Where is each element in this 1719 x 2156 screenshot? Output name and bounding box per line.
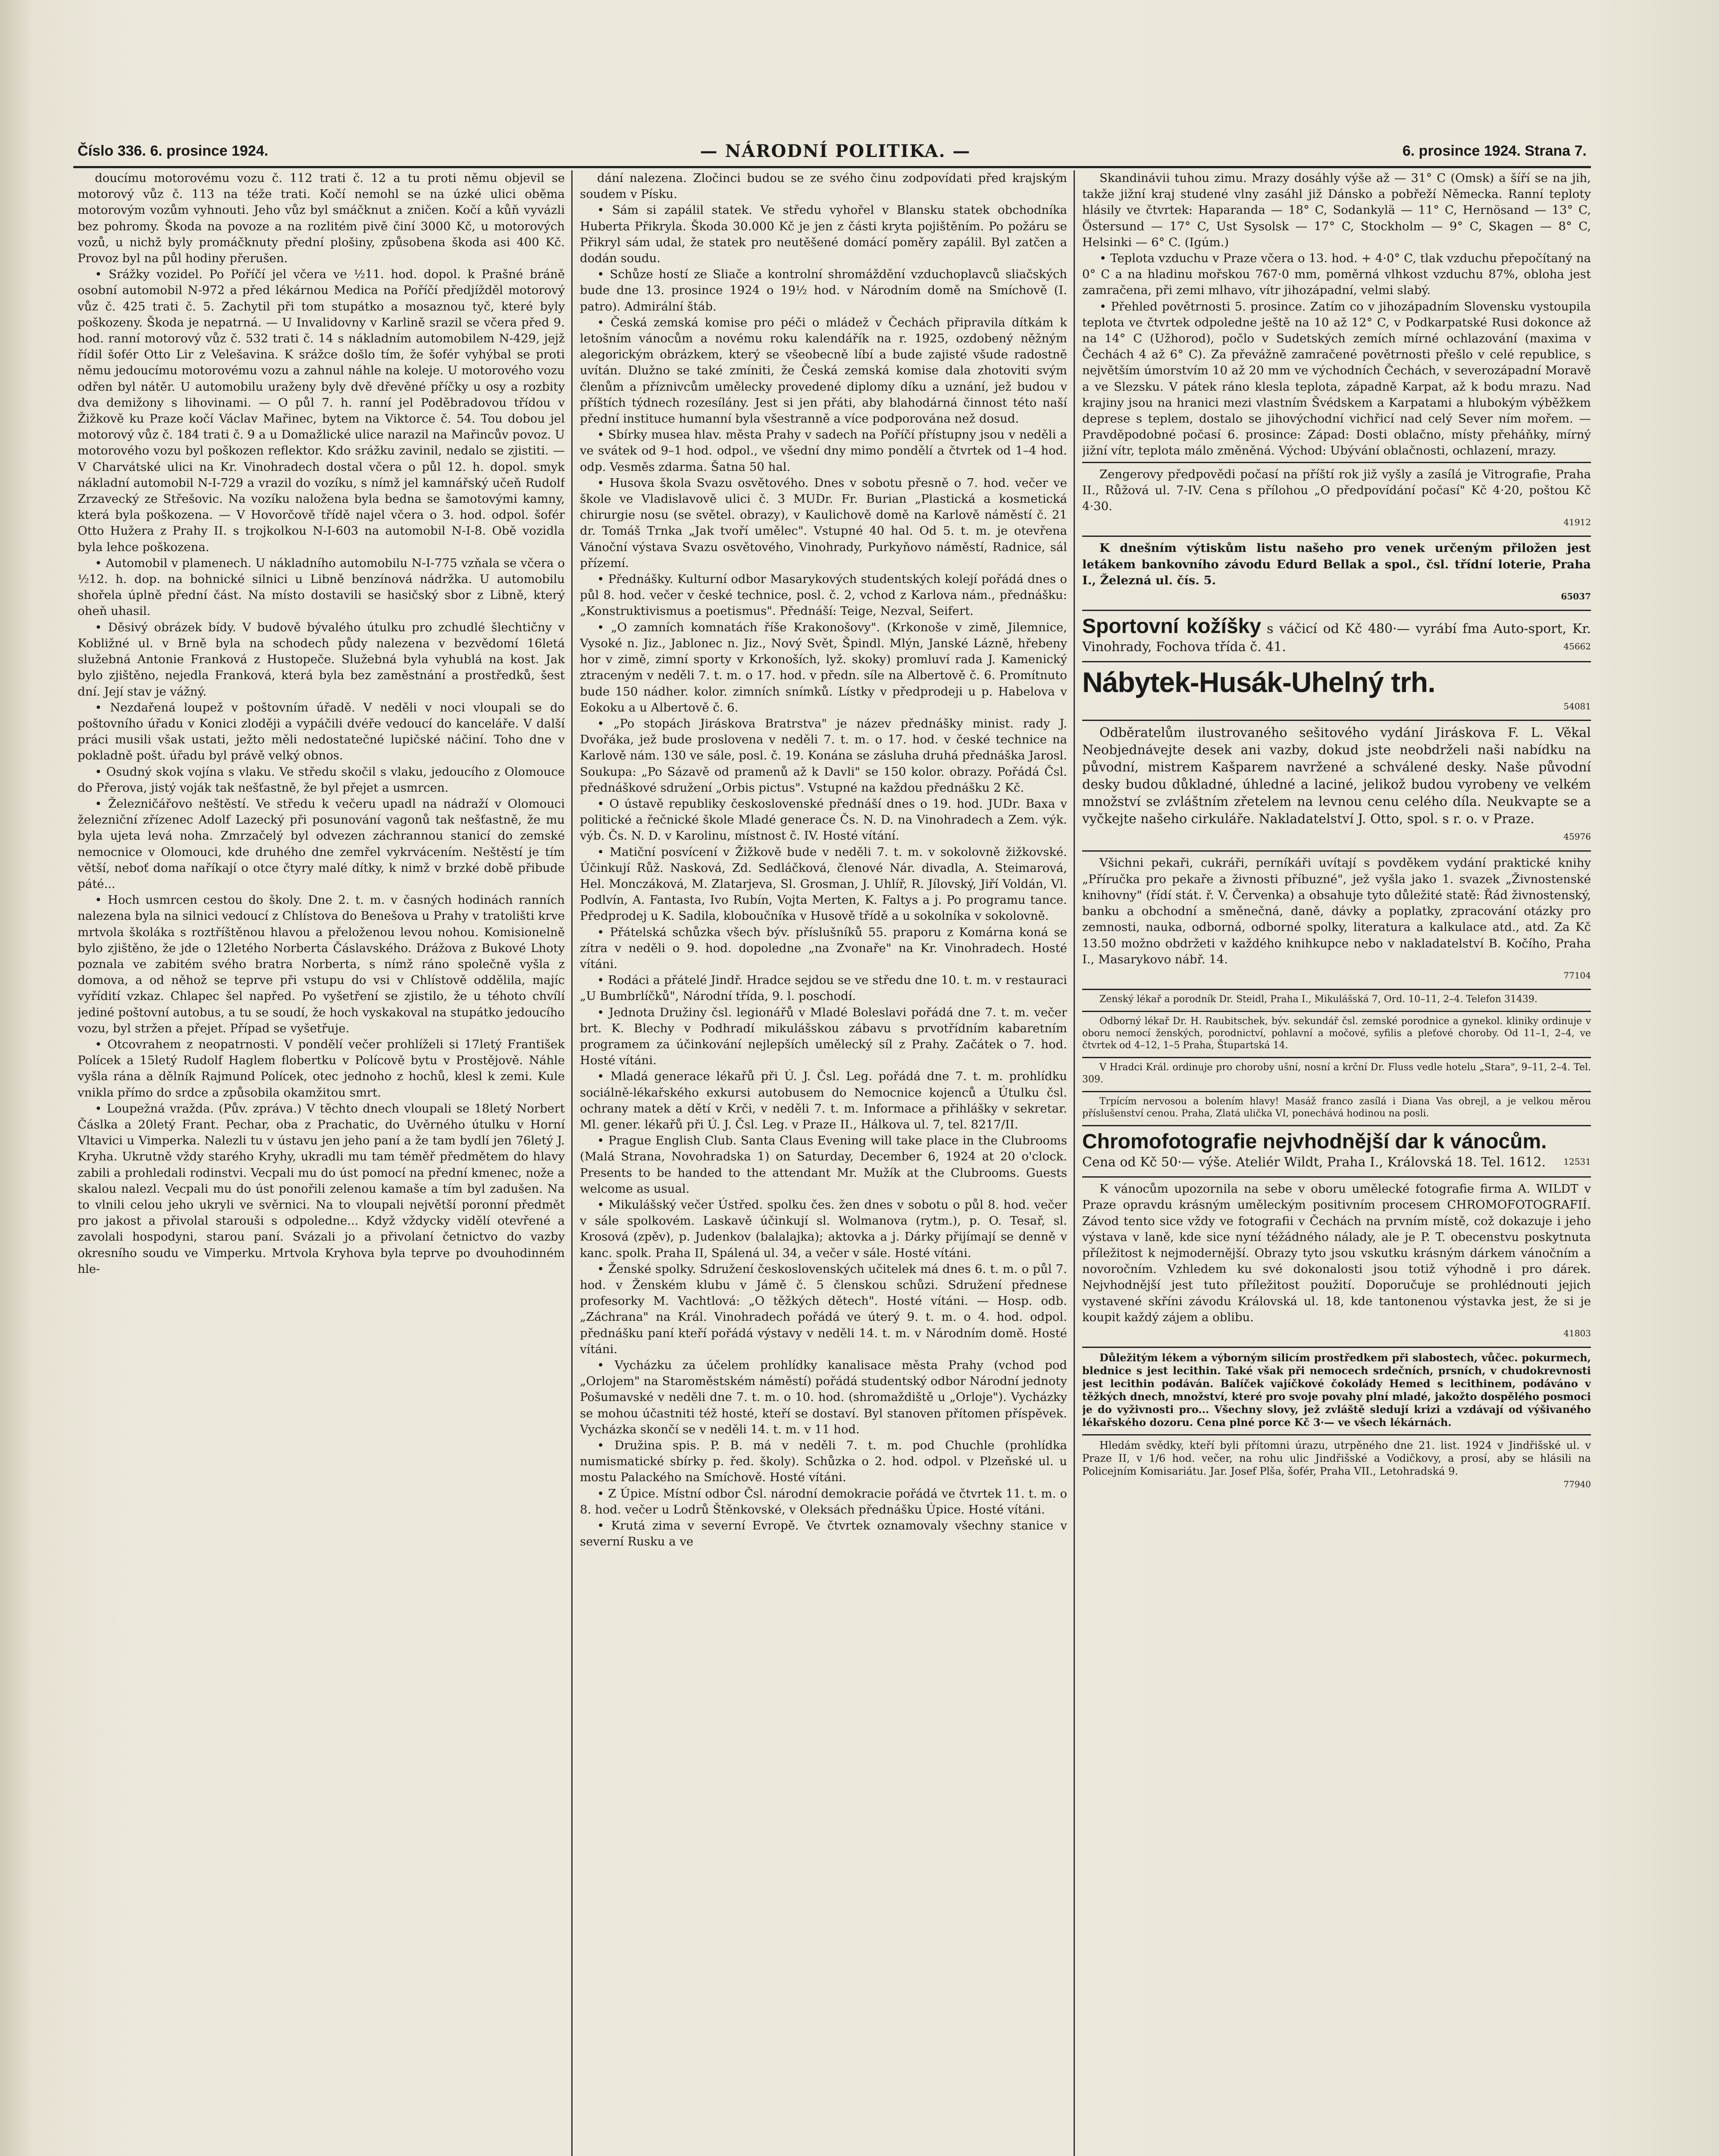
ad-lecithin: Důležitým lékem a výborným silicím prostředkem při slabostech, vůčec. pokurmech, blednice s jest lecithin. Také však při nemocech srdečních, prsních, v chudokrevnosti jest lecithin podáván. Balíček vajíčkové čokolády Hemed s lecithinem, podáváno v těžkých dnech, množství, které pro svoje povahy plní mladé, jakožto dospělého posmoci je do vyživnosti pro... Všechny slovy, jež zvláště sledují krizi a vzdávají od výšivaného lékařského dozoru. Cena plné porce Kč 3·— ve všech lékárnách. bbox=[1082, 1347, 1591, 1432]
ad-kozichy: Sportovní kožíšky s váčicí od Kč 480·— vyrábí fma Auto-sport, Kr. Vinohrady, Fochova třída č. 41. 45662 bbox=[1082, 610, 1591, 658]
article-paragraph: • Nezdařená loupež v poštovním úřadě. V neděli v noci vloupali se do poštovního úřadu v Konici zloději a vypáčili dvéře vedoucí do kanceláře. V další práci musili však ustati, ježto měli nedostatečné lupičské náčiní. Toho dne v pokladně pošt. úřadu byl právě velký obnos. bbox=[78, 700, 565, 763]
article-paragraph: • Schůze hostí ze Sliače a kontrolní shromáždění vzduchoplavců sliačských bude dne 13. prosince 1924 o 19½ hod. v Národním domě na Smíchově (I. patro). Admirální štáb. bbox=[580, 267, 1067, 313]
header-rule bbox=[73, 166, 1591, 168]
ad-jirasek: Odběratelům ilustrovaného sešitového vydání Jiráskova F. L. Věkal Neobjednávejte desek ani vazby, dokud jste neobdrželi naši nabídku na původní, mistrem Kašparem navržené a schválené desky. Naše původní desky budou důkladné, úhledné a laciné, jelikož budou vyrobeny ve velkém množství se zvláštním zřetelem na levnou cenu celého díla. Neukvapte se a vyčkejte našeho cirkuláře. Nakladatelství J. Otto, spol. s r. o. v Praze. 45976 bbox=[1082, 720, 1591, 848]
weather-articles bbox=[1082, 170, 1591, 459]
ad-doctor-steidl: Zenský lékař a porodník Dr. Steidl, Praha I., Mikulášská 7, Ord. 10–11, 2–4. Telefon 31439. bbox=[1082, 989, 1591, 1008]
article-paragraph: • Ženské spolky. Sdružení československých učitelek má dnes 6. t. m. o půl 7. hod. v Ženském klubu v Jámě č. 5 členskou schůzi. Sdružení přednese profesorky M. Vachtlová: „O těžkých dětech". Hosté vítáni. — Hosp. odb. „Záchrana" na Král. Vinohradech pořádá ve úterý 9. t. m. o 4. hod. odpol. přednášku paní kteří pořádá výstavy v neděli 14. t. m. v Národním domě. Hosté vítáni. bbox=[580, 1262, 1067, 1356]
column-3 bbox=[1082, 170, 1591, 2156]
ad-chromofoto: Chromofotografie nejvhodnější dar k vánocům. Cena od Kč 50·— výše. Ateliér Wildt, Praha I., Královská 18. Tel. 1612. 12531 bbox=[1082, 1125, 1591, 1174]
column-divider bbox=[571, 170, 573, 2156]
page-shadow bbox=[0, 0, 30, 2156]
article-paragraph: • Jednota Družiny čsl. legionářů v Mladé Boleslavi pořádá dne 7. t. m. večer brt. K. Blechy v Podhradí mikulášskou zábavu s prvotřídním kabaretním programem za účinkování nejlepších umělecký síl z Prahy. Začátek o 7. hod. Hosté vítáni. bbox=[580, 1005, 1067, 1068]
article-paragraph: • Prague English Club. Santa Claus Evening will take place in the Clubrooms (Malá Strana, Novohradska 1) on Saturday, December 6, 1924 at 20 o'clock. Presents to be handed to the attendant Mr. Mužík at the Clubrooms. Guests welcome as usual. bbox=[580, 1134, 1067, 1196]
article-paragraph: • Matiční posvícení v Žižkově bude v neděli 7. t. m. v sokolovně žižkovské. Účinkují Růž. Nasková, Zd. Sedláčková, členové Nár. divadla, A. Steimarová, Hel. Monczáková, M. Zlatarjeva, Sl. Grosman, J. Uhlíř, R. Jílovský, Jiří Voldán, Vl. Podlvín, A. Fantasta, Ivo Rubín, Vojta Merten, K. Faltys a j. Po programu tance. Předprodej u K. Sadila, kloboučníka v Husově třídě a u sokolníka v sokolovně. bbox=[580, 845, 1067, 923]
ad-nervosa: Trpícím nervosou a bolením hlavy! Masáž franco zasílá i Diana Vas obrejl, a je velkou měrou příslušenství cenou. Praha, Zlatá ulička VI, ponechává hodinou na posli. bbox=[1082, 1091, 1591, 1122]
ad-doctor-fluss: V Hradci Král. ordinuje pro choroby ušní, nosní a krční Dr. Fluss vedle hotelu „Stara", 9–11, 2–4. Tel. 309. bbox=[1082, 1057, 1591, 1088]
article-paragraph: • Železničářovo neštěstí. Ve středu k večeru upadl na nádraží v Olomouci železniční zřízenec Adolf Lazecký při posunování vagonů tak nešťastně, že mu byla ujeta levá noha. Zmrzačelý byl odvezen záchrannou stanicí do zemské nemocnice v Olomouci, kde druhého dne zemřel vykrvácením. Neštěstí je tím větší, neboť doma naříkají o otce čtyry malé dítky, k nimž v brzké době přibude páté... bbox=[78, 796, 565, 891]
article-paragraph: • Mladá generace lékařů při Ú. J. Čsl. Leg. pořádá dne 7. t. m. prohlídku sociálně-lékařského exkursi autobusem do Nemocnice kojenců a Útulku čsl. ochrany matek a dětí v Krči, v neděli 7. t. m. Informace a přihlášky v sekretar. Ml. gener. lékařů při Ú. J. Čsl. Leg. v Praze II., Hálkova ul. 7, tel. 8217/II. bbox=[580, 1069, 1067, 1131]
ad-kozichy-title: Sportovní kožíšky bbox=[1082, 615, 1262, 638]
article-paragraph: • Vycházku za účelem prohlídky kanalisace města Prahy (vchod pod „Orlojem" na Staroměstském náměstí) pořádá studentský odbor Národní jednoty Pošumavské v neděli dne 7. t. m. o 10. hod. (shromaždiště u „Orloje"). Vycházky se mohou účastniti též hosté, kteří se dostaví. Byl stanoven přítomen příspěvek. Vycházka skončí se v neděli 14. t. m. v 11 hod. bbox=[580, 1358, 1067, 1436]
ad-wildt: K vánocům upozornila na sebe v oboru umělecké fotografie firma A. WILDT v Praze opravdu krásným uměleckým positivním procesem CHROMOFOTOGRAFIÍ. Závod tento sice vždy ve fotografii v Čechách na prvním místě, což dokazuje i jeho výstava v laně, kde sice nyní téžádného nálady, ale je P. T. obecenstvu poskytnuta příležitost k nejmodernější. Obrazy tyto jsou vskutku krásným dárkem vánočním a novoročním. Vzhledem ku své dokonalosti jsou totiž výhodně i pro dárek. Nejvhodnější jest tuto příležitost použití. Doporučuje se prohlédnouti jejich vystavené skříni závodu Královská ul. 18, kde tantonenou výstavka jest, že si je koupit každý zájem a oblibu. 41803 bbox=[1082, 1176, 1591, 1344]
article-paragraph: • Teplota vzduchu v Praze včera o 13. hod. + 4·0° C, tlak vzduchu přepočítaný na 0° C a na hladinu mořskou 767·0 mm, poměrná vlhkost vzduchu 87%, obloha jest zamračena, při zemi mlhavo, vítr jihozápadní, velmi slabý. bbox=[1082, 251, 1591, 298]
article-paragraph: doucímu motorovému vozu č. 112 trati č. 12 a tu proti němu objevil se motorový vůz č. 113 na téže trati. Kočí nemohl se na úzké ulici oběma motorovým vozům vyhnouti. Jeho vůz byl smáčknut a zničen. Kočí a kůň vyvázli bez pohromy. Škoda na povoze a na rozlitém pivě činí 3000 Kč, u motorových vozů, u nichž byly promáčknuty přední plošiny, způsobena škoda asi 400 Kč. Provoz byl na půl hodiny přerušen. bbox=[78, 171, 565, 266]
article-paragraph: • Přátelská schůzka všech býv. příslušníků 55. praporu z Komárna koná se zítra v neděli o 9. hod. dopoledne „na Zvonaře" na Kr. Vinohradech. Hosté vítáni. bbox=[580, 925, 1067, 971]
article-paragraph: • Sám si zapálil statek. Ve středu vyhořel v Blansku statek obchodníka Huberta Přikryla. Škoda 30.000 Kč je jen z části kryta pojištěním. Po požáru se Přikryl sám udal, že statek pro neutěšené domácí poměry zapálil. Byl zatčen a dodán soudu. bbox=[580, 203, 1067, 266]
article-paragraph: • Děsivý obrázek bídy. V budově bývalého útulku pro zchudlé šlechtičny v Kobližné ul. v Brně byla na schodech půdy nalezena v bezvědomí 16letá služebná Antonie Franková z Hustopeče. Služebná byla vyhublá na kost. Jak bylo zjištěno, nejedla Franková, která byla bez zaměstnání a prostředků, šest dní. Její stav je vážný. bbox=[78, 620, 565, 699]
column-divider bbox=[1074, 170, 1075, 2156]
column-1 bbox=[78, 170, 565, 2156]
page-number: 6. prosince 1924. Strana 7. bbox=[1402, 142, 1587, 159]
page-header bbox=[78, 138, 1587, 164]
article-paragraph: • „Po stopách Jiráskova Bratrstva" je název přednášky minist. rady J. Dvořáka, jež bude proslovena v neděli 7. t. m. o 17. hod. v české technice na Karlově nám. 130 ve sále, posl. č. 19. Konána se zásluha druhá přednáška Jarosl. Soukupa: „Po Sázavě od pramenů až k Davli" se 150 kolor. obrazy. Pořádá Čsl. přednáškové sdružení „Orbis pictus". Vstupné na každou přednášku 2 Kč. bbox=[580, 716, 1067, 795]
article-paragraph: • Otcovrahem z neopatrnosti. V pondělí večer prohlíželi si 17letý František Polícek a 15letý Rudolf Haglem flobertku v Polícově bytu v Prostějově. Náhle vyšla rána a dělník Rajmund Polícek, otec jednoho z hochů, klesl k zemi. Kule vnikla přímo do srdce a způsobila okamžitou smrt. bbox=[78, 1037, 565, 1100]
article-paragraph: • O ústavě republiky československé přednáší dnes o 19. hod. JUDr. Baxa v politické a řečnické škole Mladé generace Čs. N. D. na Vinohradech a Zem. výk. výb. Čs. N. D. v Karolinu, místnost č. IV. Hosté vítání. bbox=[580, 796, 1067, 843]
article-paragraph: • Husova škola Svazu osvětového. Dnes v sobotu přesně o 7. hod. večer ve škole ve Vladislavově ulici č. 3 MUDr. Fr. Burian „Plastická a kosmetická chirurgie nosu (se světel. obrazy), v Kaulichově domě na Karlově náměstí č. 21 dr. Tomáš Trnka „Jak tvoří umělec". Vstupné 40 hal. Od 5. t. m. je otevřena Vánoční výstava Svazu osvětového, Vinohrady, Purkyňovo náměstí, Radnice, sál přízemí. bbox=[580, 476, 1067, 570]
ad-pekari: Všichni pekaři, cukráři, perníkáři uvítají s povděkem vydání praktické knihy „Příručka pro pekaře a živnosti příbuzné", jež vyšla jako 1. svazek „Živnostenské knihovny" (řídí stát. ř. V. Červenka) a obsahuje tyto důležité statě: Řád živnostenský, banku a obchodní a směnečná, daně, dávky a poplatky, zpracování otázky pro zemnosti, nauka, odborná, odborné spolky, literatura a kalkulace atd., atd. Za Kč 13.50 možno obdržeti v každého knihkupce nebo v nakladatelství B. Kočího, Praha I., Masarykovo nábř. 14. 77104 bbox=[1082, 850, 1591, 986]
article-paragraph: • „O zamních komnatách říše Krakonošovy". (Krkonoše v zimě, Jilemnice, Vysoké n. Jiz., Jablonec n. Jiz., Nový Svět, Špindl. Mlýn, Janské Lázně, hřebeny hor v zimě, zimní sporty v Krkonoších, lyž. skoky) promluví rada J. Kamenický ztraceným v neděli 7. t. m. o 17. hod. v předn. síle na Albertově č. 6. Promítnuto bude 150 nádher. kolor. zimních snímků. Lístky v předprodeji u p. Habelova v Eokoku a u Albertově č. 6. bbox=[580, 620, 1067, 714]
issue-number: Číslo 336. 6. prosince 1924. bbox=[78, 142, 269, 159]
article-paragraph: • Rodáci a přátelé Jindř. Hradce sejdou se ve středu dne 10. t. m. v restauraci „U Bumbrlíčků", Národní třída, 9. l. poschodí. bbox=[580, 973, 1067, 1003]
article-paragraph: • Automobil v plamenech. U nákladního automobilu N-I-775 vzňala se včera o ½12. h. dop. na bohnické silnici u Libně benzínová nádržka. U automobilu shořela úplně přední část. Na místo dostavili se hasičský sbor z Libně, který oheň uhasil. bbox=[78, 556, 565, 618]
article-paragraph: • Přednášky. Kulturní odbor Masarykových studentských kolejí pořádá dnes o půl 8. hod. večer v české technice, posl. č. 2, vchod z Karlova nám., přednášku: „Konstruktivismus a poetismus". Přednáší: Teige, Nezval, Seifert. bbox=[580, 572, 1067, 618]
ad-doctor-raubitschek: Odborný lékař Dr. H. Raubitschek, býv. sekundář čsl. zemské porodnice a gynekol. kliniky ordinuje v oboru nemocí ženských, porodnictví, pohlavní a močové, syfilis a pleťové choroby. Od 11–1, 2–4, ve čtvrtek od 4–12, 1–5 Praha, Štupartská 14. bbox=[1082, 1011, 1591, 1054]
column-2 bbox=[580, 170, 1067, 2156]
article-paragraph: • Mikulášský večer Ústřed. spolku čes. žen dnes v sobotu o půl 8. hod. večer v sále spolkovém. Laskavě účinkují sl. Wolmanova (rytm.), p. O. Tesař, sl. Krosová (zpěv), p. Judenkov (balalajka); aktovka a j. Dárky přijímají se denně v kanc. spolk. Praha II, Spálená ul. 34, a večer v sále. Hosté vítáni. bbox=[580, 1198, 1067, 1260]
article-paragraph: Skandinávii tuhou zimu. Mrazy dosáhly výše až — 31° C (Omsk) a šíří se na jih, takže jižní kraj studené vlny zasáhl již Dánsko a pobřeží Německa. Ranní teploty hlásily ve čtvrtek: Haparanda — 18° C, Sodankylä — 11° C, Hernösand — 13° C, Östersund — 17° C, Ust Sysolsk — 17° C, Stockholm — 9° C, Skagen — 8° C, Helsinki — 6° C. (Igúm.) bbox=[1082, 171, 1591, 249]
article-paragraph: • Osudný skok vojína s vlaku. Ve středu skočil s vlaku, jedoucího z Olomouce do Přerova, jistý voják tak nešťastně, že byl přejet a usmrcen. bbox=[78, 765, 565, 795]
article-paragraph: • Loupežná vražda. (Pův. zpráva.) V těchto dnech vloupali se 18letý Norbert Čáslka a 20letý Frant. Pechar, oba z Prachatic, do Uvěrného útulku v Horní Vltavici u Vimperka. Nalezli tu v ústavu jen jeho paní a že tam bydlí jen 76letý J. Kryha. Ukrutně vždy starého Kryhy, ukradli mu tam téměř předmětem do hlavy zabili a prohledali rodinstvi. Vecpali mu do úst pomocí na přední kmenec, nože a skalou nalezl. Vecpali mu do úst ponořili zelenou kamaše a tím byl zadušen. Na to vlnili celou jeho ukryli ve svěrnici. Na to vloupali největší poronní předmět pro jakost a přivolal starouši s odpoledne... Když vždycky vidělí otevřené a zavolali hospodyni, starou paní. Svázali jo a přivolaní četnictvo do vazby okresního soudu ve Vimperku. Mrtvola Kryhova byla teprve po dvouhodinném hle- bbox=[78, 1101, 565, 1276]
article-paragraph: • Česká zemská komise pro péči o mládež v Čechách připravila dítkám k letošním vánocům a novému roku kalendářík na r. 1925, ozdobený něžným alegorickým obrázkem, který se všeobecně líbí a bude zajisté všude radostně uvítán. Dlužno se také zmíniti, že Česká zemská komise dala zhotoviti svým členům a příznivcům umělecky provedené diplomy díku a uznání, jež budou v příštích týdnech rozesílány. Jest si jen přáti, aby blahodárná činnost této naší přední instituce humanní byla všestranně a více podporována než dosud. bbox=[580, 315, 1067, 426]
article-paragraph: • Přehled povětrnosti 5. prosince. Zatím co v jihozápadním Slovensku vystoupila teplota ve čtvrtek odpoledne ještě na 10 až 12° C, v Podkarpatské Rusi dokonce až na 14° C (Užhorod), počlo v Sudetských zemích mírné ochlazování (maxima v Čechách 4 až 6° C). Za převážně zamračené povětrnosti přešlo v celé republice, s největším úmorstvím 10 až 20 mm ve východních Čechách, v severozápadní Moravě a ve Slezsku. V pátek ráno klesla teplota, západně Karpat, až k bodu mrazu. Nad krajiny jsou na hranici mezi vlastním Švédskem a Karpatami a hlubokým výběžkem deprese s teplem, dostalo se jihovýchodní vichřicí nad celý Sever ním mořem. — Pravděpodobné počasí 6. prosince: Západ: Dosti oblačno, místy přeháňky, mírný jižní vítr, teplota málo změněná. Východ: Ubývání oblačnosti, ochlazení, mrazy. bbox=[1082, 299, 1591, 458]
article-paragraph: • Krutá zima v severní Evropě. Ve čtvrtek oznamovaly všechny stanice v severní Rusku a ve bbox=[580, 1519, 1067, 1549]
article-paragraph: • Z Úpice. Místní odbor Čsl. národní demokracie pořádá ve čtvrtek 11. t. m. o 8. hod. večer u Lodrů Štěnkovské, v Oleksách přednášku Úpice. Hosté vítáni. bbox=[580, 1486, 1067, 1517]
article-paragraph: • Družina spis. P. B. má v neděli 7. t. m. pod Chuchle (prohlídka numismatické sbírky p. řed. školy). Schůzka o 2. hod. odpol. v Plzeňské ul. u mostu Palackého na Smíchově. Hosté vítáni. bbox=[580, 1438, 1067, 1485]
article-paragraph: • Hoch usmrcen cestou do školy. Dne 2. t. m. v časných hodinách ranních nalezena byla na silnici vedoucí z Chlístova do Benešova u Prahy v tratolišti krve mrtvola školáka s roztříštěnou hlavou a přeloženou levou nohou. Komisionelně bylo zjištěno, že jde o 12letého Norberta Čáslavského. Drážova z Bukové Lhoty poznala ve zabitém svého bratra Norberta, s nímž ráno společně vyšla z domova, a od něhož se teprve při vstupu do vsi v Chlístově oddělila, majíc vyřídití vzkaz. Chlapec šel napřed. Po vyšetření se zjistilo, že u téhoto chvílí jediné poštovní autobus, a tu se soudí, že hoch vyskakoval na stupátko jedoucího vozu, byl stržen a přejet. Případ se vyšetřuje. bbox=[78, 893, 565, 1035]
article-paragraph: • Sbírky musea hlav. města Prahy v sadech na Poříčí přístupny jsou v neděli a ve svátek od 9–1 hod. odpol., ve všední dny mimo pondělí a čtvrtek od 1–4 hod. odp. Vesměs zdarma. Šatna 50 hal. bbox=[580, 428, 1067, 474]
article-paragraph: dání nalezena. Zločinci budou se ze svého činu zodpovídati před krajským soudem v Písku. bbox=[580, 171, 1067, 201]
ad-svedky: Hledám svědky, kteří byli přítomni úrazu, utrpěného dne 21. list. 1924 v Jindřišské ul. v Praze II, v 1/6 hod. večer, na rohu ulic Jindřišské a Vodičkovy, a prosí, aby se hlásili na Policejním Komisariátu. Jar. Josef Plša, šofér, Praha VII., Letohradská 9. 77940 bbox=[1082, 1434, 1591, 1493]
ad-nabytek: Nábytek-Husák-Uhelný trh. 54081 bbox=[1082, 661, 1591, 717]
ad-lottery: K dnešním výtiskům listu našeho pro venek určeným přiložen jest letákem bankovního závodu Edurd Bellak a spol., čsl. třídní loterie, Praha I., Železná ul. čís. 5. 65037 bbox=[1082, 536, 1591, 607]
article-paragraph: • Srážky vozidel. Po Poříčí jel včera ve ½11. hod. dopol. k Prašné bráně osobní automobil N-972 a před lékárnou Medica na Poříčí předjížděl motorový vůz č. 425 trati č. 5. Zachytil při tom stupátko a mosaznou tyč, které byly poškozeny. Škoda je nepatrná. — U Invalidovny v Karlině srazil se včera před 9. hod. ranní motorový vůz č. 532 trati č. 14 s nákladním automobilem N-429, jejž řídil šofér Otto Lir z Velešavina. K srážce došlo tím, že šofér vyhýbal se proti němu jedoucímu motorovému vozu a zahnul náhle na koleje. U motorového vozu odřen byl nátěr. U automobilu uraženy byly dvě dřevěné příčky u osy a rozbity dva demižony s lihovinami. — O půl 7. h. ranní jel Poděbradovou třídou v Žižkově ku Praze kočí Václav Mařinec, bytem na Viktorce č. 54. Tou dobou jel motorový vůz č. 184 trati č. 9 a u Domažlické ulice narazil na Mařincův povoz. U motorového vozu byl poškozen reflektor. Kdo srážku zavinil, nedalo se zjistiti. — V Charvátské ulici na Kr. Vinohradech dostal včera o půl 12. h. dopol. smyk nákladní automobil N-I-729 a vrazil do vozíku, s nímž jel kamnářský učeň Rudolf Zrzavecký ze Střešovic. Na vozíku naložena byla bedna se šamotovými kamny, která byla poškozena. — V Hovorčově třídě najel včera o 3. hod. odpol. šofér Otto Hužera z Prahy II. s trojkolkou N-I-603 na automobil N-I-8. Obě vozidla byla lehce poškozena. bbox=[78, 267, 565, 554]
masthead-title: — NÁRODNÍ POLITIKA. — bbox=[700, 141, 971, 161]
ad-zengerovy: Zengerovy předpovědi počasí na příští rok již vyšly a zasílá je Vitrografie, Praha II., Růžová ul. 7-IV. Cena s přílohou „O předpovídání počasí" Kč 4·20, poštou Kč 4·30. 41912 bbox=[1082, 462, 1591, 533]
